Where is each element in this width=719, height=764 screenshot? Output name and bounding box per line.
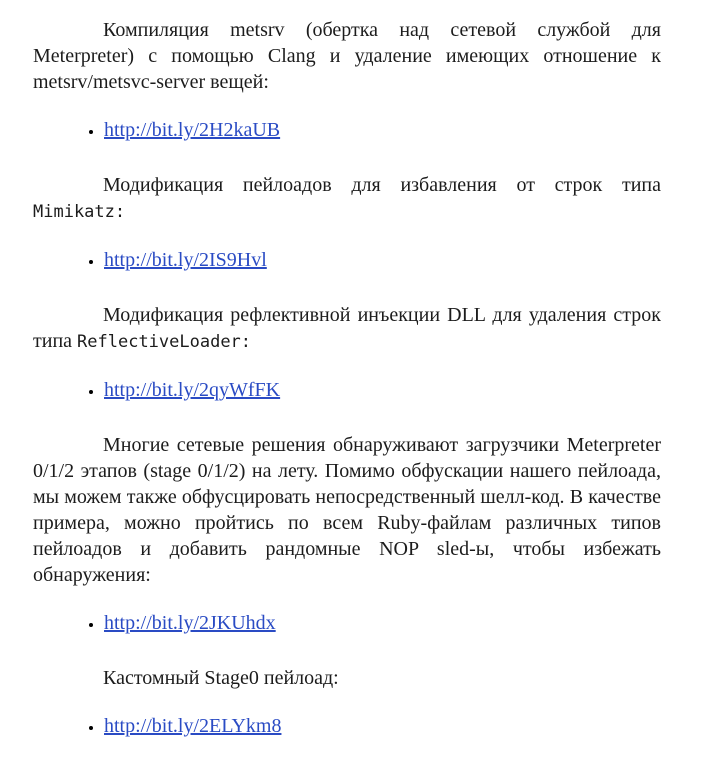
- link-list: [33, 377, 661, 403]
- paragraph-text: Многие сетевые решения обнаруживают загрузчики Meterpreter 0/1/2 этапов (stage 0/1/2) на лету. Помимо обфускации нашего пейлоада, мы можем также обфусцировать непосредственный шелл-код. В качестве примера, можно пройтись по всем Ruby-файлам различных типов пейлоадов и добавить рандомные NOP sled-ы, чтобы избежать обнаружения:: [33, 434, 661, 586]
- paragraph-text: Компиляция metsrv (обертка над сетевой службой для Meterpreter) с помощью Clang и удаление имеющих отношение к metsrv/metsvc-server вещей:: [33, 19, 661, 93]
- bitly-link[interactable]: http://bit.ly/2IS9Hvl: [104, 249, 267, 271]
- link-list: [33, 247, 661, 273]
- paragraph-text: Модификация рефлективной инъекции DLL для удаления строк типа: [33, 304, 661, 352]
- paragraph-payload-mimikatz: [33, 172, 661, 225]
- link-list: [33, 117, 661, 143]
- paragraph-compile-metsrv: [33, 17, 661, 95]
- list-item: [104, 610, 661, 636]
- list-item: [104, 713, 661, 739]
- bitly-link[interactable]: http://bit.ly/2ELYkm8: [104, 715, 282, 737]
- bitly-link[interactable]: http://bit.ly/2qyWfFK: [104, 379, 281, 401]
- inline-code-reflectiveloader: ReflectiveLoader:: [77, 332, 252, 352]
- paragraph-network-detection: [33, 432, 661, 588]
- inline-code-mimikatz: Mimikatz:: [33, 202, 126, 222]
- paragraph-reflective-dll: [33, 302, 661, 355]
- bitly-link[interactable]: http://bit.ly/2H2kaUB: [104, 119, 281, 141]
- link-list: [33, 713, 661, 739]
- link-list: [33, 610, 661, 636]
- paragraph-custom-stage0: [33, 665, 661, 691]
- paragraph-text: Модификация пейлоадов для избавления от строк типа: [103, 174, 661, 196]
- list-item: [104, 247, 661, 273]
- list-item: [104, 377, 661, 403]
- paragraph-text: Кастомный Stage0 пейлоад:: [103, 667, 339, 689]
- bitly-link[interactable]: http://bit.ly/2JKUhdx: [104, 612, 276, 634]
- list-item: [104, 117, 661, 143]
